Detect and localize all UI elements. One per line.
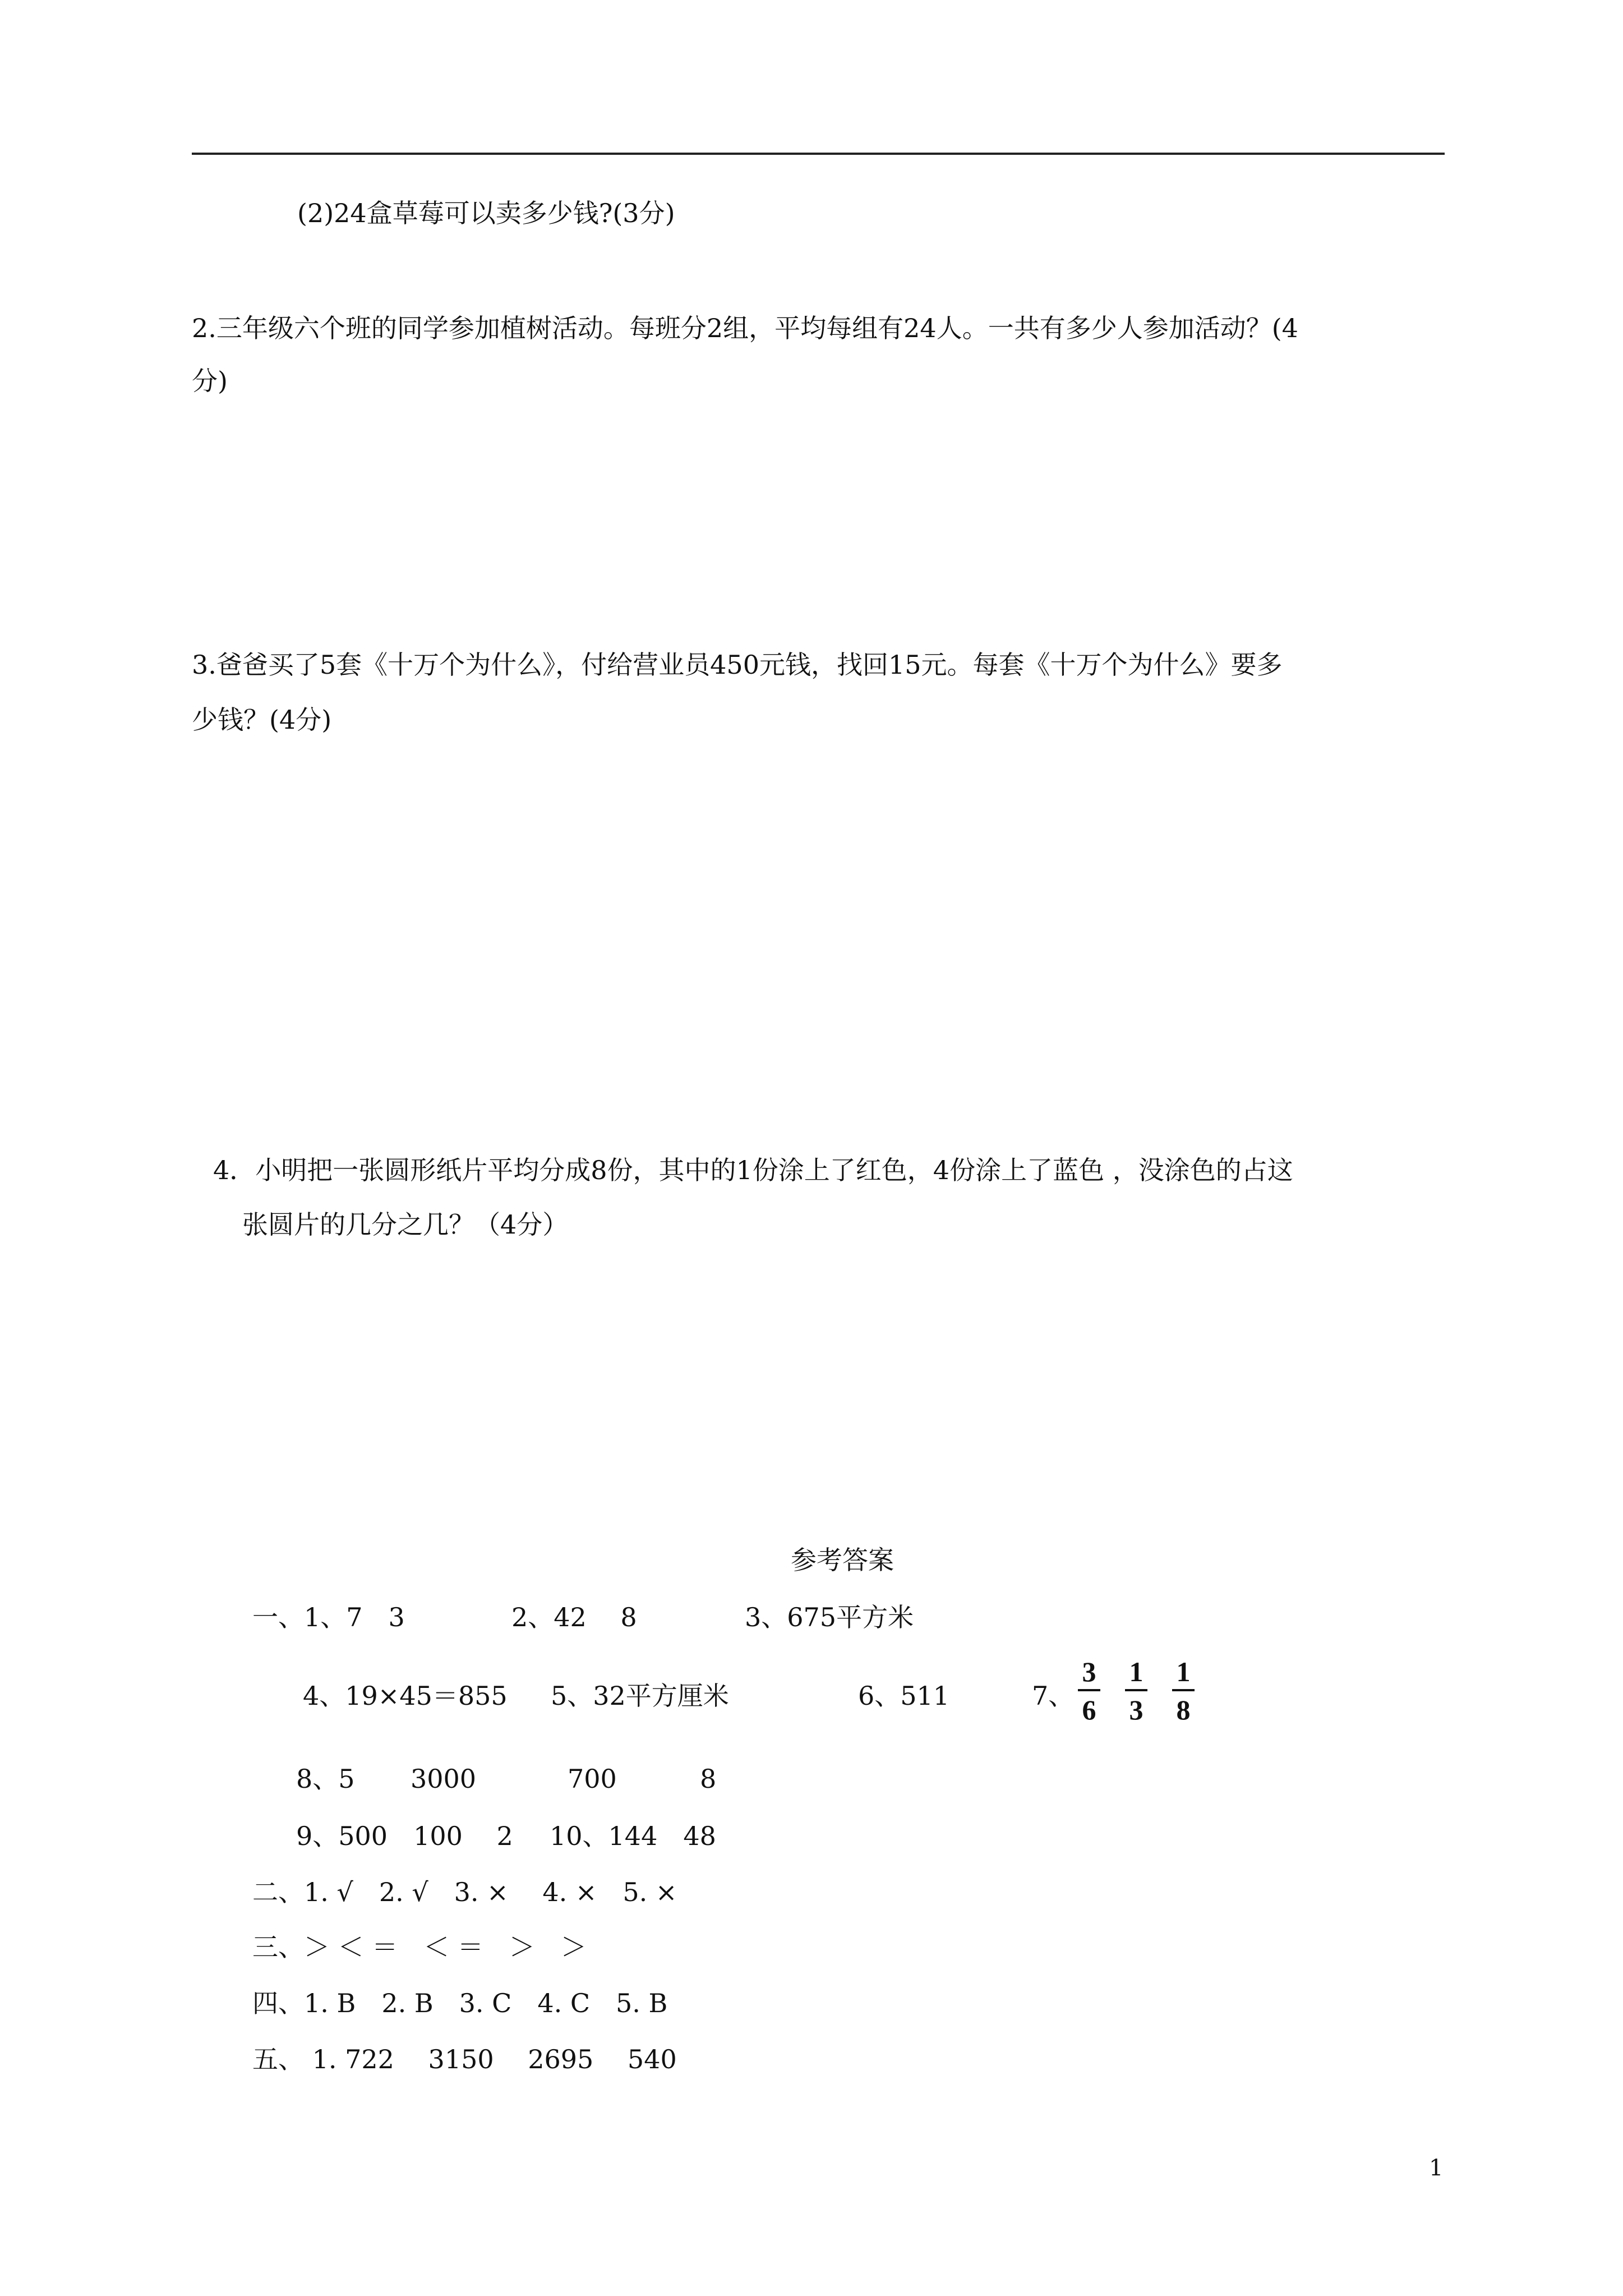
fraction-bar <box>1078 1689 1100 1691</box>
answer-section-4: 四、1. B 2. B 3. C 4. C 5. B <box>252 1988 668 2018</box>
question-2-line-2: 分) <box>192 366 228 396</box>
fraction-numerator: 3 <box>1082 1656 1096 1687</box>
fraction-numerator: 1 <box>1129 1656 1144 1687</box>
fraction-denominator: 6 <box>1082 1694 1096 1726</box>
answer-8-value-3: 700 <box>568 1764 617 1794</box>
fraction-denominator: 3 <box>1129 1694 1144 1726</box>
answer-7-prefix: 7、 <box>1032 1681 1075 1711</box>
answer-6: 6、511 <box>858 1681 950 1711</box>
answer-8-value-2: 3000 <box>411 1764 477 1794</box>
answer-1: 一、1、7 3 <box>252 1602 405 1632</box>
question-1-2: (2)24盒草莓可以卖多少钱?(3分) <box>297 198 675 228</box>
fraction-denominator: 8 <box>1176 1694 1191 1726</box>
answer-section-2: 二、1. √ 2. √ 3. × 4. × 5. × <box>252 1877 677 1907</box>
answer-8: 8、5 <box>296 1764 355 1794</box>
answer-10: 10、144 48 <box>550 1821 716 1851</box>
question-3-line-1: 3.爸爸买了5套《十万个为什么》，付给营业员450元钱，找回15元。每套《十万个为什么》要多 <box>192 650 1283 680</box>
answer-section-5: 五、 1. 722 3150 2695 540 <box>252 2044 677 2074</box>
question-4-line-2: 张圆片的几分之几？（4分） <box>242 1209 569 1240</box>
question-3-line-2: 少钱？(4分) <box>192 705 332 735</box>
answer-5: 5、32平方厘米 <box>551 1681 729 1711</box>
fraction-3-6 <box>1078 1658 1100 1726</box>
answer-8-value-4: 8 <box>700 1764 717 1794</box>
answers-title: 参考答案 <box>791 1545 894 1575</box>
header-rule <box>192 153 1445 155</box>
fraction-bar <box>1172 1689 1195 1691</box>
question-2-line-1: 2.三年级六个班的同学参加植树活动。每班分2组，平均每组有24人。一共有多少人参加活动？(4 <box>192 313 1298 343</box>
fraction-1-3 <box>1125 1658 1147 1726</box>
page-number: 1 <box>1429 2155 1444 2181</box>
fraction-numerator: 1 <box>1176 1656 1191 1687</box>
answer-3: 3、675平方米 <box>745 1602 914 1632</box>
question-4-line-1: 4．小明把一张圆形纸片平均分成8份，其中的1份涂上了红色，4份涂上了蓝色 ，没涂色的占这 <box>213 1155 1293 1185</box>
answer-9: 9、500 100 2 <box>296 1821 513 1851</box>
answer-2: 2、42 8 <box>511 1602 637 1632</box>
fraction-1-8 <box>1172 1658 1195 1726</box>
answer-section-3: 三、＞ ＜ ＝ ＜ ＝ ＞ ＞ <box>252 1932 587 1962</box>
answer-4: 4、19×45＝855 <box>303 1681 508 1711</box>
fraction-bar <box>1125 1689 1147 1691</box>
